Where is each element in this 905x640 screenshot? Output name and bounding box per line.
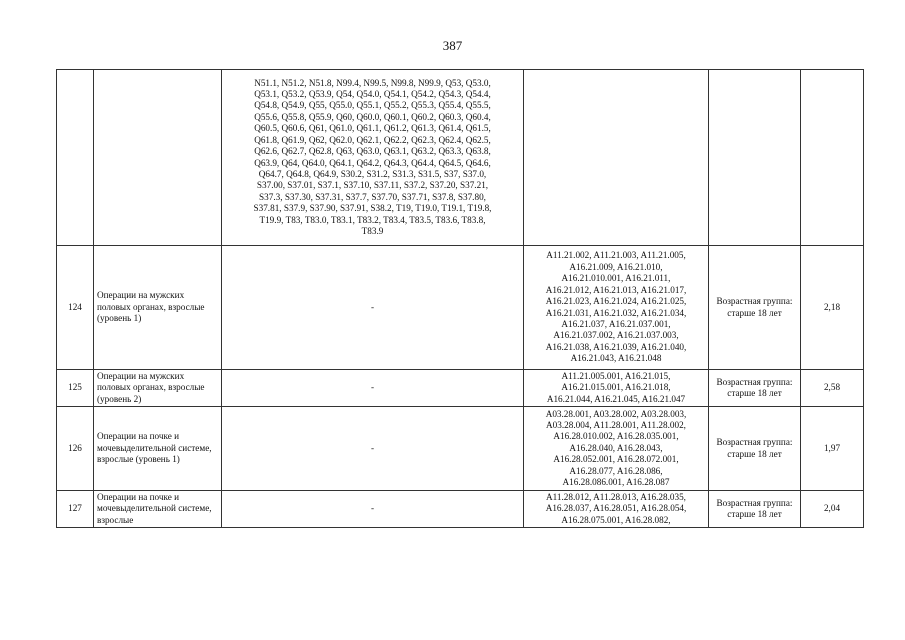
table-row [57, 491, 864, 528]
page-number: 387 [442, 38, 463, 53]
row-number: 124 [57, 246, 94, 370]
table-row [57, 407, 864, 491]
row-services-text: A11.28.012, A11.28.013, A16.28.035, A16.28.037, A16.28.051, A16.28.054, A16.28.075.001, A16.28.082, [545, 491, 687, 525]
row-criteria: Возрастная группа: старше 18 лет [709, 407, 801, 491]
cell-diagnosis-codes [222, 70, 524, 246]
row-services-text: A11.21.002, A11.21.003, A11.21.005, A16.21.009, A16.21.010, A16.21.010.001, A16.21.011, A16.21.012, A16.21.013, A16.21.017, A16.21.023, A16.21.024, A16.21.025, A16.21.031, A16.21.032, A16.21.034, A16.21.037, A16.21.037.001, A16.21.037.002, A16.21.037.003, A16.21.038, A16.21.039, A16.21.040, A16.21.043, A16.21.048 [545, 250, 687, 364]
table-row [57, 370, 864, 407]
cell-coefficient [801, 70, 864, 246]
table-row-continuation [57, 70, 864, 246]
row-number: 127 [57, 491, 94, 528]
row-services [524, 370, 709, 407]
row-criteria: Возрастная группа: старше 18 лет [709, 246, 801, 370]
row-services-text: A03.28.001, A03.28.002, A03.28.003, A03.28.004, A11.28.001, A11.28.002, A16.28.010.002, A16.28.035.001, A16.28.040, A16.28.043, A16.28.052.001, A16.28.072.001, A16.28.077, A16.28.086, A16.28.086.001, A16.28.087 [545, 408, 687, 488]
row-coefficient: 2,58 [801, 370, 864, 407]
row-number: 125 [57, 370, 94, 407]
row-coefficient: 2,04 [801, 491, 864, 528]
cell-name [94, 70, 222, 246]
row-codes: - [222, 246, 524, 370]
row-codes: - [222, 407, 524, 491]
diagnosis-codes-text: N51.1, N51.2, N51.8, N99.4, N99.5, N99.8, N99.9, Q53, Q53.0, Q53.1, Q53.2, Q53.9, Q54, Q54.0, Q54.1, Q54.2, Q54.3, Q54.4, Q54.8, Q54.9, Q55, Q55.0, Q55.1, Q55.2, Q55.3, Q55.4, Q55.5, Q55.6, Q55.8, Q55.9, Q60, Q60.0, Q60.1, Q60.2, Q60.3, Q60.4, Q60.5, Q60.6, Q61, Q61.0, Q61.1, Q61.2, Q61.3, Q61.4, Q61.5, Q61.8, Q61.9, Q62, Q62.0, Q62.1, Q62.2, Q62.3, Q62.4, Q62.5, Q62.6, Q62.7, Q62.8, Q63, Q63.0, Q63.1, Q63.2, Q63.3, Q63.8, Q63.9, Q64, Q64.0, Q64.1, Q64.2, Q64.3, Q64.4, Q64.5, Q64.6, Q64.7, Q64.8, Q64.9, S30.2, S31.2, S31.3, S31.5, S37, S37.0, S37.00, S37.01, S37.1, S37.10, S37.11, S37.2, S37.20, S37.21, S37.3, S37.30, S37.31, S37.7, S37.70, S37.71, S37.8, S37.80, S37.81, S37.9, S37.90, S37.91, S38.2, T19, T19.0, T19.1, T19.8, T19.9, T83, T83.0, T83.1, T83.2, T83.4, T83.5, T83.6, T83.8, T83.9 [253, 77, 492, 236]
row-services [524, 407, 709, 491]
row-number: 126 [57, 407, 94, 491]
row-coefficient: 1,97 [801, 407, 864, 491]
row-services [524, 246, 709, 370]
row-coefficient: 2,18 [801, 246, 864, 370]
row-criteria: Возрастная группа: старше 18 лет [709, 491, 801, 528]
row-name: Операции на почке и мочевыделительной системе, взрослые [94, 491, 222, 528]
row-name: Операции на почке и мочевыделительной системе, взрослые (уровень 1) [94, 407, 222, 491]
table-row [57, 246, 864, 370]
row-codes: - [222, 370, 524, 407]
cell-services [524, 70, 709, 246]
row-codes: - [222, 491, 524, 528]
cell-number [57, 70, 94, 246]
ksg-table [56, 69, 864, 528]
row-name: Операции на мужских половых органах, взрослые (уровень 1) [94, 246, 222, 370]
row-services-text: A11.21.005.001, A16.21.015, A16.21.015.001, A16.21.018, A16.21.044, A16.21.045, A16.21.047 [546, 370, 686, 404]
row-criteria: Возрастная группа: старше 18 лет [709, 370, 801, 407]
row-services [524, 491, 709, 528]
row-name: Операции на мужских половых органах, взрослые (уровень 2) [94, 370, 222, 407]
cell-criteria [709, 70, 801, 246]
